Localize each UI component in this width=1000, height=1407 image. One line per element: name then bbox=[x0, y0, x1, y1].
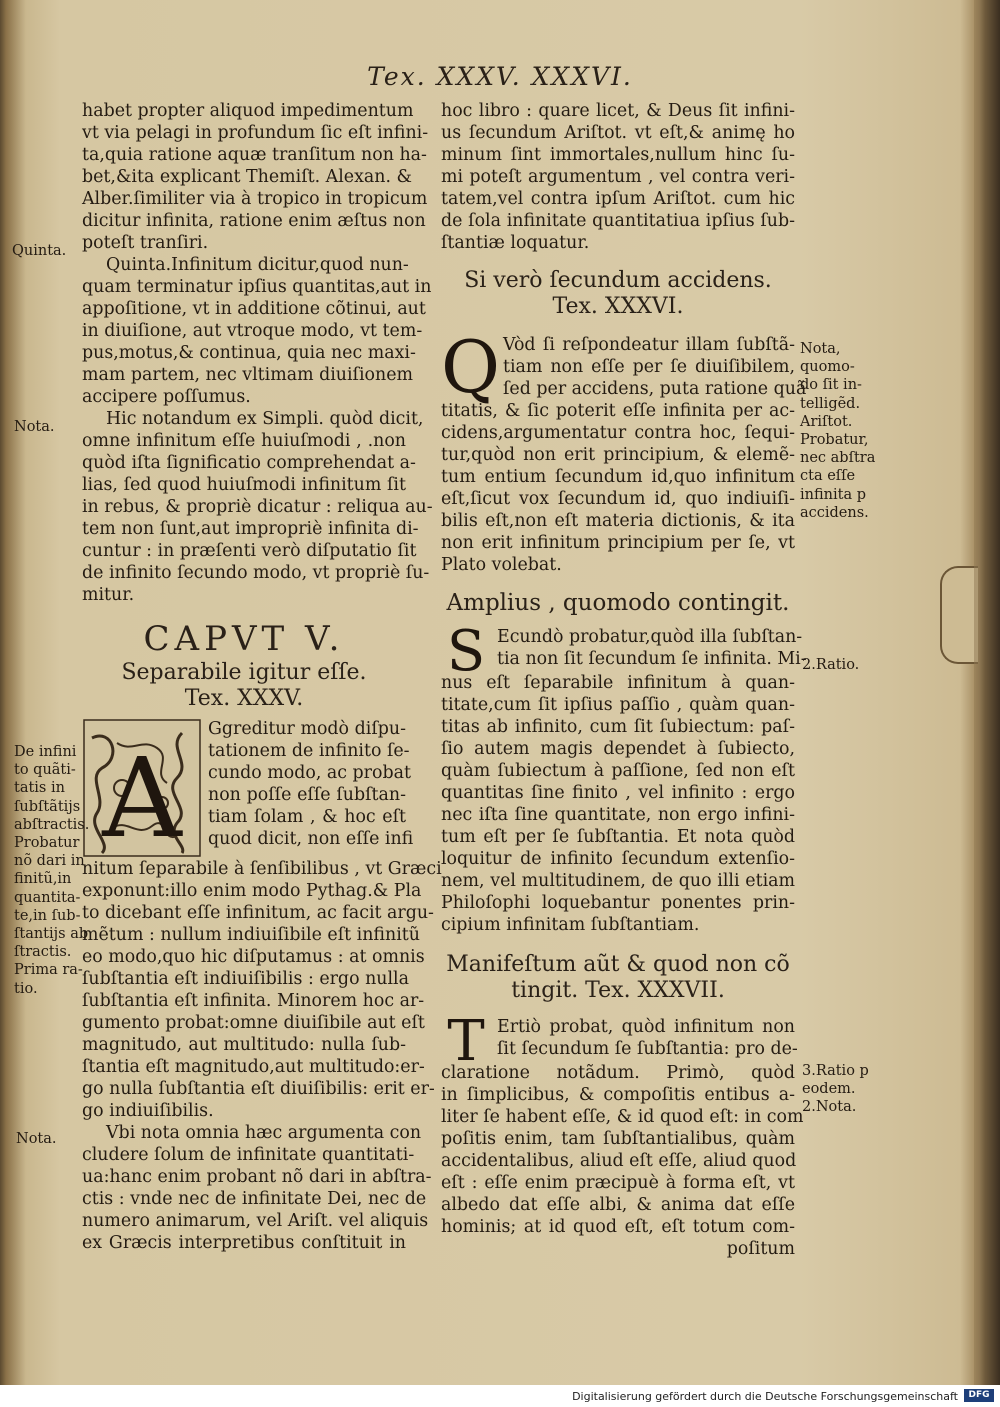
text-line: non poſſe eſſe ſubſtan- bbox=[208, 785, 406, 805]
text-line: cludere ſolum de infinitate quantitati- bbox=[82, 1145, 415, 1165]
text-line: Plato volebat. bbox=[441, 555, 562, 575]
text-line: lias, ſed quod huiuſmodi infinitum ſit bbox=[82, 475, 406, 495]
text-line: nus eſt ſeparabile infinitum à quan- bbox=[441, 673, 795, 693]
text-line: tatem,vel contra ipſum Ariſtot. cum hic bbox=[441, 189, 795, 209]
text-line: go indiuiſibilis. bbox=[82, 1101, 214, 1121]
text-line: gumento probat:omne diuiſibile aut eſt bbox=[82, 1013, 425, 1033]
footer-credit: Digitalisierung gefördert durch die Deutsche Forschungsgemeinschaft bbox=[572, 1390, 958, 1403]
left-paragraph-ggreditur bbox=[82, 718, 442, 1122]
margin-note-line: to quãti- bbox=[14, 762, 76, 779]
chapter-heading: CAPVT V. bbox=[143, 619, 345, 659]
right-paragraph-secundo bbox=[441, 619, 807, 936]
text-line: go nulla ſubſtantia eſt diuiſibilis: erit er- bbox=[82, 1079, 435, 1099]
text-line: tiam ſolam , & hoc eſt bbox=[208, 807, 406, 827]
svg-text:A: A bbox=[102, 734, 182, 858]
text-line: eo modo,quo hic diſputamus : at omnis bbox=[82, 947, 425, 967]
margin-note-line: Nota, bbox=[800, 341, 841, 357]
text-line: in ſimplicibus, & compoſitis entibus a- bbox=[441, 1085, 795, 1105]
heading-line: Tex. XXXV. bbox=[184, 686, 304, 711]
margin-note-line: eodem. bbox=[802, 1081, 856, 1098]
text-line: Vbi nota omnia hæc argumenta con bbox=[106, 1123, 422, 1143]
heading-line: tingit. Tex. XXXVII. bbox=[511, 978, 725, 1003]
margin-note-line: De infini bbox=[14, 744, 77, 760]
section-heading-tex-xxxvii bbox=[441, 952, 795, 1004]
right-paragraph-quod bbox=[441, 325, 807, 576]
text-line: cidens,argumentatur contra hoc, ſequi- bbox=[441, 423, 795, 443]
text-line: accidentalibus, aliud eſt eſſe, aliud quod bbox=[441, 1151, 797, 1171]
margin-note-line: quantita- bbox=[14, 889, 81, 906]
margin-note-line: do ſit in- bbox=[800, 377, 862, 394]
text-line: de infinito ſecundo modo, vt propriè ſu- bbox=[82, 563, 430, 583]
left-paragraph-quinta bbox=[82, 254, 432, 408]
text-line: bilis eſt,non eſt materia dictionis, & ita bbox=[441, 511, 795, 531]
margin-note-ratio-2: 2.Ratio. bbox=[802, 657, 860, 673]
drop-cap-s: S bbox=[446, 619, 486, 684]
margin-note-line: telligẽd. bbox=[800, 395, 861, 412]
text-line: omne infinitum eſſe huiuſmodi , .non bbox=[82, 431, 406, 451]
text-line: in rebus, & propriè dicatur : reliqua au- bbox=[82, 497, 433, 517]
margin-note-line: nec abſtra bbox=[800, 450, 876, 467]
text-line: non erit infinitum principium per ſe, vt bbox=[441, 533, 795, 553]
heading-line: Si verò ſecundum accidens. bbox=[464, 268, 772, 293]
text-line: cuntur : in præſenti verò diſputatio ſit bbox=[82, 541, 417, 561]
heading-line: Separabile igitur eſſe. bbox=[121, 660, 367, 685]
text-line: eſt : eſſe enim præcipuè à forma eſt, vt bbox=[441, 1173, 795, 1193]
text-line: ſtantia eſt magnitudo,aut multitudo:er- bbox=[82, 1057, 425, 1077]
margin-note-line: tio. bbox=[14, 980, 38, 997]
continued-lines bbox=[82, 858, 442, 1122]
text-line: claratione notãdum. Primò, quòd bbox=[441, 1063, 795, 1083]
ornate-initial-a bbox=[82, 718, 202, 858]
margin-note-line: abſtractis. bbox=[14, 816, 90, 833]
margin-note-line: ſtractis. bbox=[14, 944, 72, 961]
left-paragraph-hic-notandum bbox=[82, 408, 433, 606]
text-line: ſtantiæ loquatur. bbox=[441, 233, 590, 253]
margin-note-line: te,in ſub- bbox=[14, 907, 81, 924]
text-line: ex Græcis interpretibus conſtituit in bbox=[82, 1233, 406, 1253]
right-paragraph-1 bbox=[441, 100, 795, 254]
heading-line: Amplius , quomodo contingit. bbox=[446, 590, 790, 616]
margin-note-line: 2.Nota. bbox=[802, 1099, 857, 1116]
margin-note-nota-quomodo bbox=[800, 340, 875, 522]
continued-lines bbox=[441, 672, 795, 936]
text-line: tem non ſunt,aut impropriè infinita di- bbox=[82, 519, 419, 539]
section-heading-amplius bbox=[441, 590, 795, 616]
text-line: nem, vel multitudinem, de quo illi etiam bbox=[441, 871, 795, 891]
margin-note-line: nõ dari in bbox=[14, 853, 85, 870]
text-line: ſed per accidens, puta ratione quã bbox=[503, 379, 807, 399]
text-line: tationem de infinito ſe- bbox=[208, 741, 410, 761]
right-paragraph-tertio bbox=[441, 1009, 804, 1238]
text-line: ſit ſecundum ſe ſubſtantia: pro de- bbox=[497, 1039, 798, 1059]
margin-note-ratio-3 bbox=[802, 1062, 869, 1117]
text-line: in diuiſione, aut vtroque modo, vt tem- bbox=[82, 321, 423, 341]
text-line: dicitur infinita, ratione enim æſtus non bbox=[82, 211, 426, 231]
text-line: loquitur de infinito ſecundum extenſio- bbox=[441, 849, 795, 869]
text-line: Vòd ſi reſpondeatur illam ſubſtã- bbox=[503, 335, 795, 355]
text-line: tia non ſit ſecundum ſe infinita. Mi- bbox=[497, 649, 807, 669]
text-line: Hic notandum ex Simpli. quòd dicit, bbox=[106, 409, 424, 429]
text-line: mitur. bbox=[82, 585, 135, 605]
text-line: liter ſe habent eſſe, & id quod eſt: in com bbox=[441, 1107, 804, 1127]
text-line: poſitis enim, tam ſubſtantialibus, quàm bbox=[441, 1129, 795, 1149]
margin-note-line: finitũ,in bbox=[14, 871, 72, 888]
text-line: numero animarum, vel Ariſt. vel aliquis bbox=[82, 1211, 429, 1231]
margin-note-line: Probatur bbox=[14, 835, 80, 852]
margin-note-quinta: Quinta. bbox=[12, 243, 67, 259]
text-line: habet propter aliquod impedimentum bbox=[82, 101, 414, 121]
dfg-logo: DFG bbox=[964, 1389, 994, 1402]
text-line: quàm ſubiectum à paſſione, ſed non eſt bbox=[441, 761, 795, 781]
margin-note-line: infinita p bbox=[800, 486, 866, 503]
section-heading-tex-xxxvi bbox=[441, 268, 795, 320]
text-line: mam partem, nec vltimam diuiſionem bbox=[82, 365, 413, 385]
margin-note-nota-1: Nota. bbox=[14, 419, 55, 435]
text-line: titate,cum ſit ipſius paſſio , quàm quan- bbox=[441, 695, 795, 715]
text-line: hoc libro : quare licet, & Deus ſit infini- bbox=[441, 101, 795, 121]
text-line: Ecundò probatur,quòd illa ſubſtan- bbox=[497, 627, 803, 647]
text-line: mẽtum : nullum indiuiſibile eſt infinitũ bbox=[82, 925, 420, 945]
text-line: quantitas ſine finito , vel infinito : ergo bbox=[441, 783, 795, 803]
text-line: titas ab infinito, cum ſit ſubiectum: paſ- bbox=[441, 717, 795, 737]
text-line: ta,quia ratione aquæ tranſitum non ha- bbox=[82, 145, 427, 165]
right-column bbox=[441, 100, 807, 1260]
continued-lines bbox=[441, 400, 795, 576]
text-line: tur,quòd non erit principium, & elemẽ- bbox=[441, 445, 795, 465]
text-line: accipere poſſumus. bbox=[82, 387, 251, 407]
text-line: to dicebant eſſe infinitum, ac facit argu- bbox=[82, 903, 434, 923]
text-line: albedo dat eſſe albi, & anima dat eſſe bbox=[441, 1195, 795, 1215]
text-line: cundo modo, ac probat bbox=[208, 763, 411, 783]
margin-note-line: 3.Ratio p bbox=[802, 1063, 869, 1079]
catchword: poſitum bbox=[726, 1239, 795, 1259]
text-line: poteſt tranſiri. bbox=[82, 233, 209, 253]
text-line: quòd iſta ſignificatio comprehendat a- bbox=[82, 453, 416, 473]
text-line: exponunt:illo enim modo Pythag.& Pla bbox=[82, 881, 422, 901]
left-paragraph-1 bbox=[82, 100, 429, 254]
heading-line: Manifeſtum aũt & quod non cõ bbox=[446, 952, 790, 977]
text-line: hominis; at id quod eſt, eſt totum com- bbox=[441, 1217, 795, 1237]
text-line: de ſola infinitate quantitatiua ipſius ſub- bbox=[441, 211, 795, 231]
margin-note-line: cta eſſe bbox=[800, 468, 856, 485]
text-line: Philoſophi loquebantur ponentes prin- bbox=[441, 893, 795, 913]
margin-note-line: ſtantijs ab bbox=[14, 926, 89, 943]
text-line: quam terminatur ipſius quantitas,aut in bbox=[82, 277, 432, 297]
text-line: Ggreditur modò diſpu- bbox=[208, 719, 406, 739]
text-line: nec iſta ſine quantitate, non ergo infini- bbox=[441, 805, 795, 825]
margin-note-line: Ariſtot. bbox=[800, 413, 853, 430]
text-line: tiam non eſſe per ſe diuiſibilem, bbox=[503, 357, 795, 377]
text-line: tum eſt per ſe ſubſtantia. Et nota quòd bbox=[441, 827, 795, 847]
margin-note-line: accidens. bbox=[800, 504, 869, 521]
section-heading-tex-xxxv bbox=[82, 660, 406, 712]
text-line: eſt,ſicut vox ſecundum id, quo indiuiſi- bbox=[441, 489, 795, 509]
margin-note-line: Prima ra- bbox=[14, 962, 83, 979]
text-line: ſubſtantia eſt indiuiſibilis : ergo nulla bbox=[82, 969, 409, 989]
drop-cap-q: Q bbox=[441, 325, 501, 409]
margin-note-line: ſubſtãtijs bbox=[14, 798, 81, 815]
text-line: Ertiò probat, quòd infinitum non bbox=[497, 1017, 795, 1037]
text-line: Alber.ſimiliter via à tropico in tropicum bbox=[82, 189, 428, 209]
margin-note-line: tatis in bbox=[14, 780, 65, 797]
text-line: quod dicit, non eſſe infi bbox=[208, 829, 414, 849]
text-line: nitum ſeparabile à ſenſibilibus , vt Græci bbox=[82, 859, 442, 879]
text-line: appoſitione, vt in additione cõtinui, aut bbox=[82, 299, 426, 319]
text-line: mi poteſt argumentum , vel contra veri- bbox=[441, 167, 795, 187]
drop-cap-t: T bbox=[447, 1009, 485, 1074]
text-line: bet,&ita explicant Themiſt. Alexan. & bbox=[82, 167, 412, 187]
text-line: vt via pelagi in profundum ſic eſt infini- bbox=[82, 123, 429, 143]
text-line: ſio autem magis dependet à ſubiecto, bbox=[441, 739, 795, 759]
margin-note-de-infinito bbox=[14, 743, 89, 998]
text-line: titatis, & ſic poterit eſſe infinita per ac- bbox=[441, 401, 795, 421]
margin-note-line: Probatur, bbox=[800, 432, 869, 449]
text-line: minum ſint immortales,nullum hinc ſu- bbox=[441, 145, 795, 165]
margin-note-nota-2: Nota. bbox=[16, 1131, 57, 1147]
page-tab bbox=[940, 566, 978, 664]
text-line: tum entium ſecundum id,quo infinitum bbox=[441, 467, 795, 487]
ornate-initial-svg bbox=[82, 718, 202, 858]
margin-note-line: quomo- bbox=[800, 359, 855, 376]
text-line: cipium infinitam ſubſtantiam. bbox=[441, 915, 700, 935]
left-column bbox=[82, 100, 442, 1254]
footer-bar bbox=[0, 1385, 1000, 1407]
running-title: Tex. XXXV. XXXVI. bbox=[367, 62, 633, 91]
text-line: ua:hanc enim probant nõ dari in abſtra- bbox=[82, 1167, 432, 1187]
text-line: pus,motus,& continua, quia nec maxi- bbox=[82, 343, 416, 363]
text-line: ſubſtantia eſt infinita. Minorem hoc ar- bbox=[82, 991, 425, 1011]
text-line: Quinta.Infinitum dicitur,quod nun- bbox=[106, 255, 409, 275]
left-paragraph-vbi-nota bbox=[82, 1122, 432, 1254]
text-line: magnitudo, aut multitudo: nulla ſub- bbox=[82, 1035, 406, 1055]
heading-line: Tex. XXXVI. bbox=[552, 294, 684, 319]
text-line: us ſecundum Ariſtot. vt eſt,& animę ho bbox=[441, 123, 795, 143]
text-line: ctis : vnde nec de infinitate Dei, nec de bbox=[82, 1189, 427, 1209]
continued-lines bbox=[441, 1062, 804, 1238]
